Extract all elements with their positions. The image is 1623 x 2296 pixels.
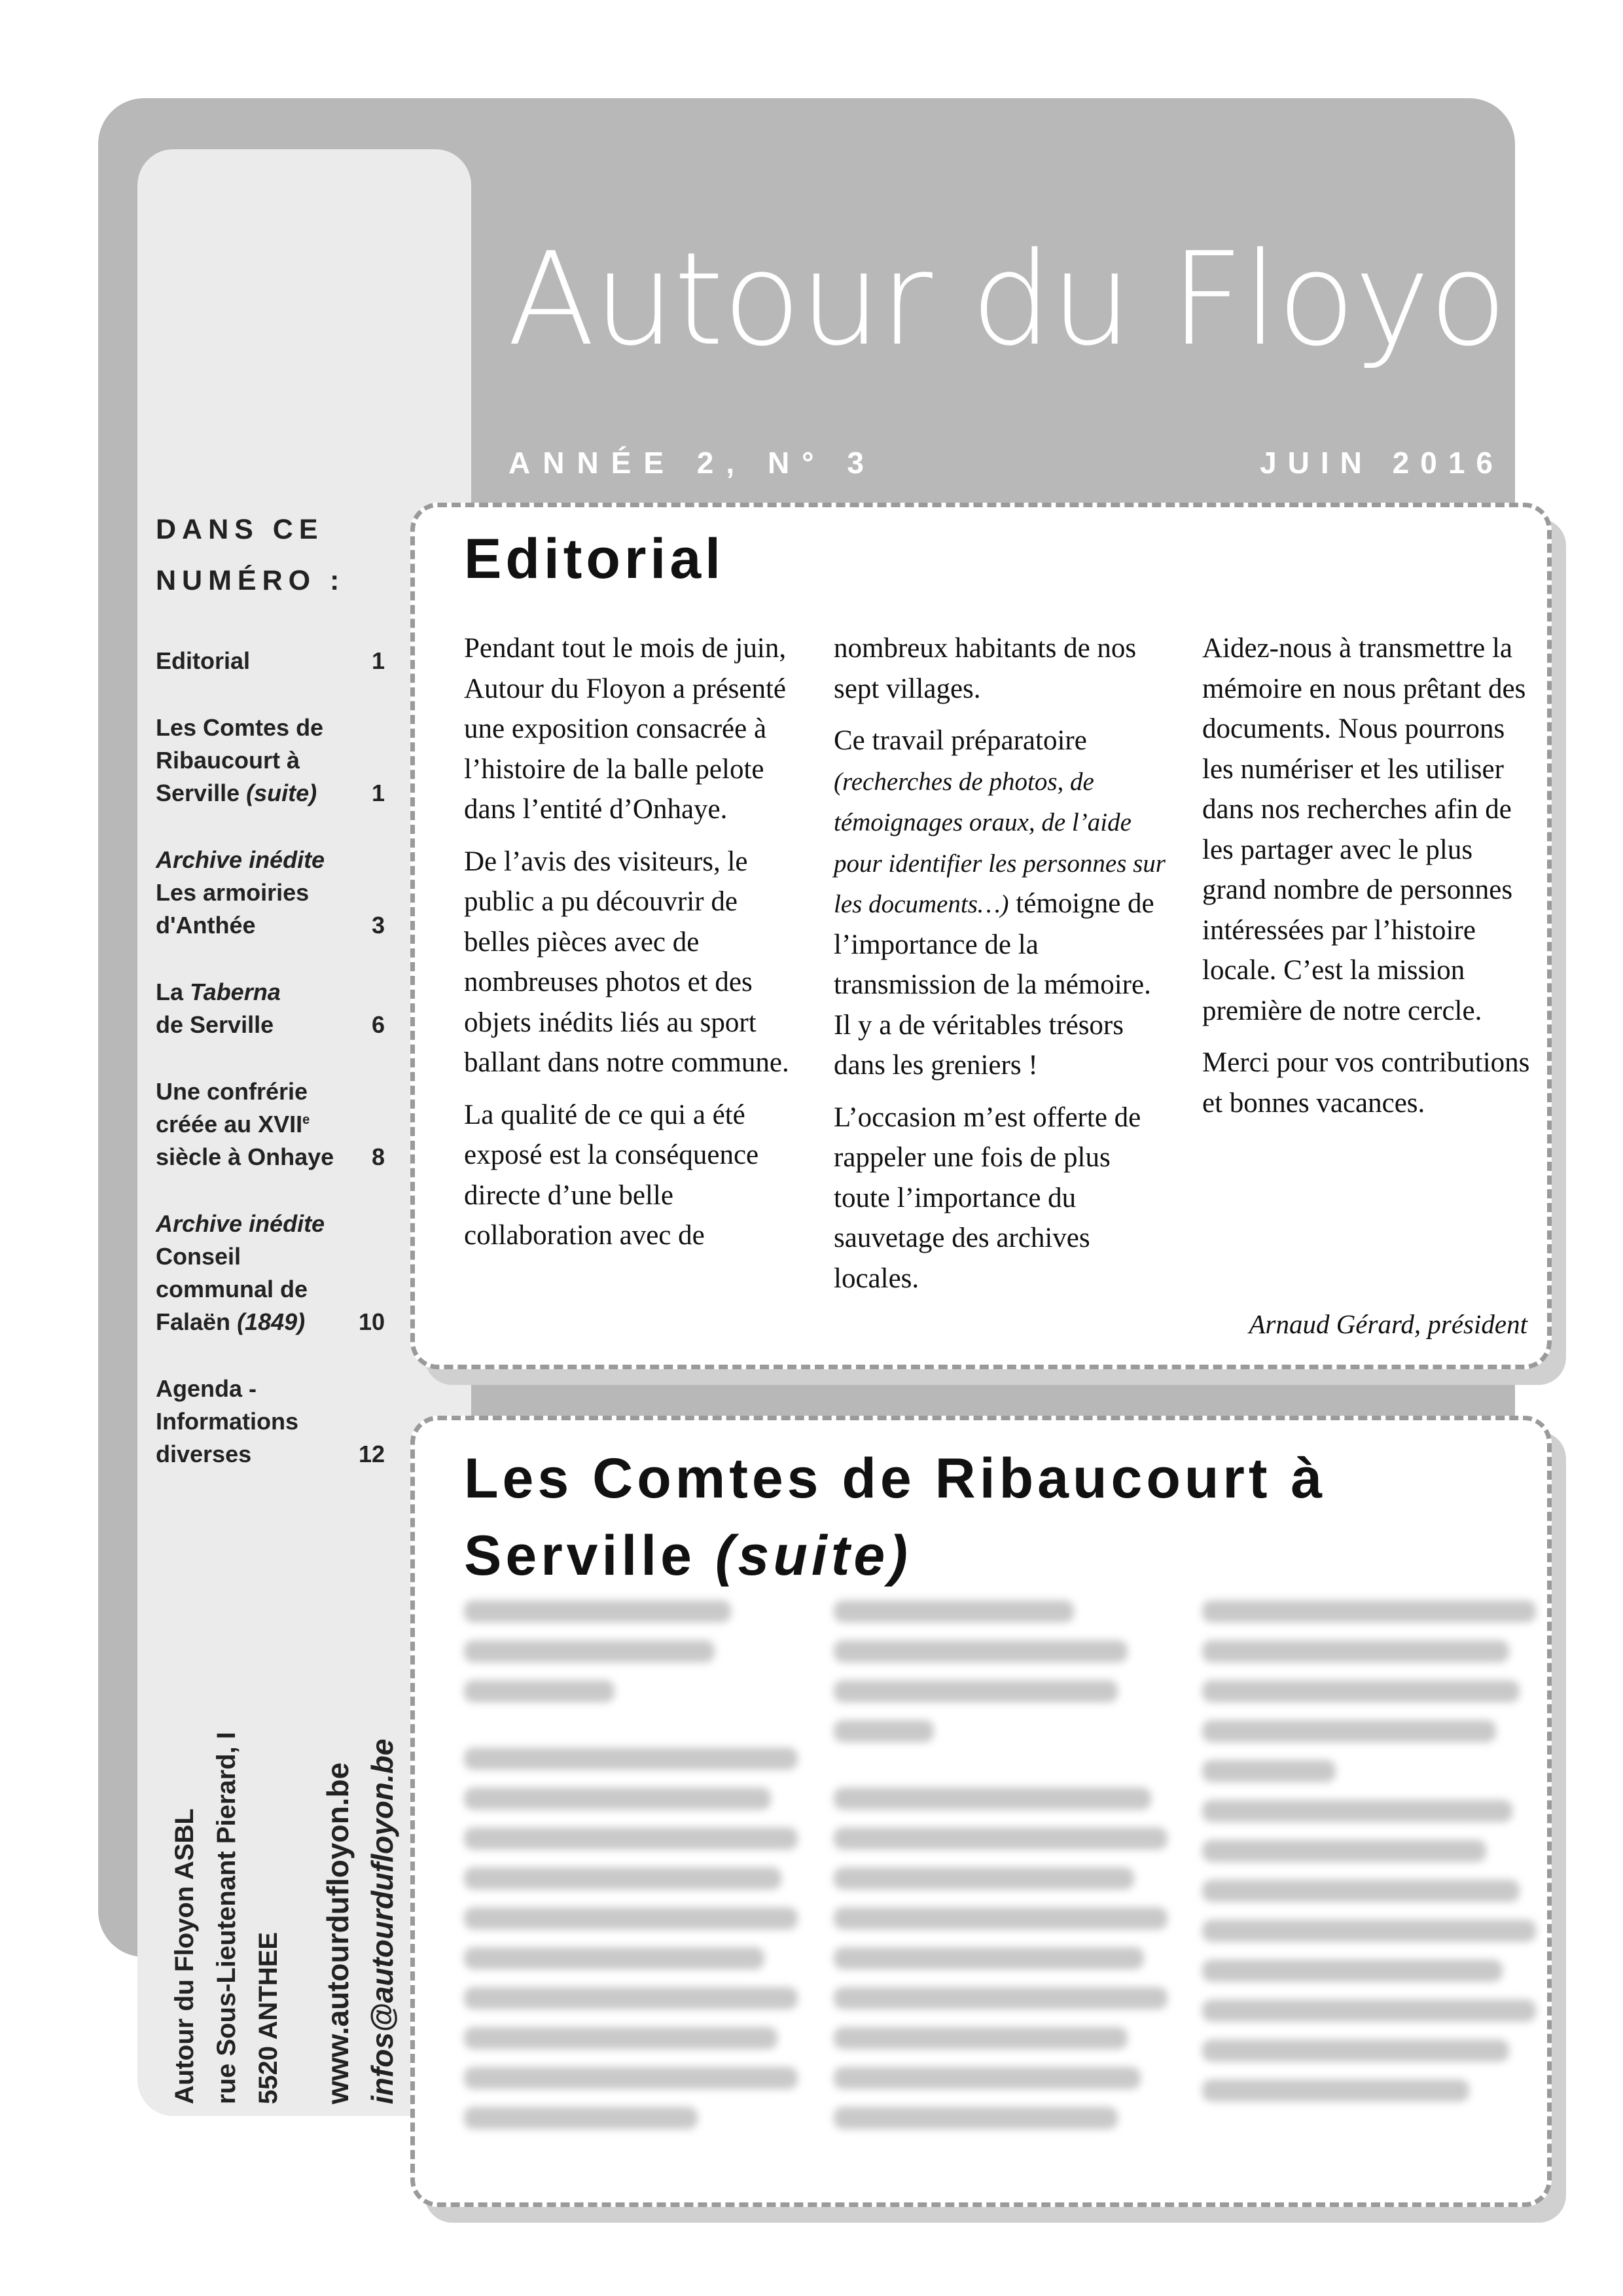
- issue-number: ANNÉE 2, N° 3: [508, 446, 876, 480]
- contact-address: [164, 1705, 399, 2104]
- toc-item-agenda[interactable]: Agenda - Informations diverses 12: [156, 1372, 385, 1471]
- blurred-column-1: [464, 1600, 798, 2147]
- toc-item-confrerie[interactable]: Une confrérie créée au XVIIe siècle à Onhaye 8: [156, 1075, 385, 1174]
- comtes-article-box: [410, 1416, 1552, 2207]
- toc-page: 1: [371, 780, 385, 806]
- blurred-column-2: [834, 1600, 1168, 2147]
- toc-page: 6: [371, 1011, 385, 1038]
- editorial-signature: Arnaud Gérard, président: [1249, 1309, 1527, 1339]
- comtes-article-title: Les Comtes de Ribaucourt à Serville (suite): [464, 1447, 1327, 1587]
- toc-item-comtes[interactable]: Les Comtes de Ribaucourt à Serville (suite) 1: [156, 711, 385, 810]
- newsletter-title: Autour du Floyon: [507, 225, 1586, 374]
- toc-item-taberna[interactable]: La Taberna de Serville 6: [156, 976, 385, 1041]
- toc-page: 8: [371, 1143, 385, 1170]
- toc-page: 3: [371, 912, 385, 939]
- editorial-column-1: Pendant tout le mois de juin, Autour du Floyon a présenté une exposition consacrée à l’histoire de la balle pelote dans l’entité d’Onhaye. De l’avis des visiteurs, le public a pu découvrir de belles pièces avec de nombreuses photos et des objets inédits liés au sport ballant dans notre commune. La qualité de ce qui a été exposé est la conséquence directe d’une belle collaboration avec de: [464, 633, 789, 1251]
- email-link[interactable]: infos@autourdufloyon.be: [365, 1738, 399, 2104]
- toc-item-conseil[interactable]: Archive inédite Conseil communal de Falaën (1849) 10: [156, 1208, 385, 1338]
- editorial-title: Editorial: [464, 528, 725, 590]
- street: rue Sous-Lieutenant Pierard, I: [212, 1731, 241, 2104]
- website-link[interactable]: www.autourdufloyon.be: [321, 1762, 355, 2104]
- org-name: Autour du Floyon ASBL: [170, 1808, 199, 2104]
- toc-page: 10: [358, 1308, 385, 1335]
- blurred-column-3: [1202, 1600, 1536, 2119]
- issue-date: JUIN 2016: [1260, 446, 1504, 480]
- editorial-column-3: Aidez-nous à transmettre la mémoire en nous prêtant des documents. Nous pourrons les numériser et les utiliser dans nos recherches afin de les partager avec le plus grand nombre de personnes intéressées par l’histoire locale. C’est la mission première de notre cercle. Merci pour vos contributions et bonnes vacances.: [1202, 633, 1530, 1119]
- toc-item-editorial[interactable]: Editorial 1: [156, 645, 385, 677]
- toc-item-armoiries[interactable]: Archive inédite Les armoiries d'Anthée 3: [156, 844, 385, 942]
- toc-page: 12: [358, 1441, 385, 1467]
- city: 5520 ANTHEE: [254, 1931, 283, 2104]
- toc-page: 1: [371, 647, 385, 674]
- toc-heading: DANS CE NUMÉRO :: [156, 514, 346, 596]
- editorial-column-2: nombreux habitants de nos sept villages. Ce travail préparatoire (recherches de photos, de témoignages oraux, de l’aide pour identifier les personnes sur les documents…) témoigne de l’importance de la transmission de la mémoire. Il y a de véritables trésors dans les greniers ! L’occasion m’est offerte de rappeler une fois de plus toute l’importance du sauvetage des archives locales.: [834, 633, 1166, 1294]
- editorial-box: [410, 503, 1552, 1369]
- table-of-contents: [156, 645, 385, 1505]
